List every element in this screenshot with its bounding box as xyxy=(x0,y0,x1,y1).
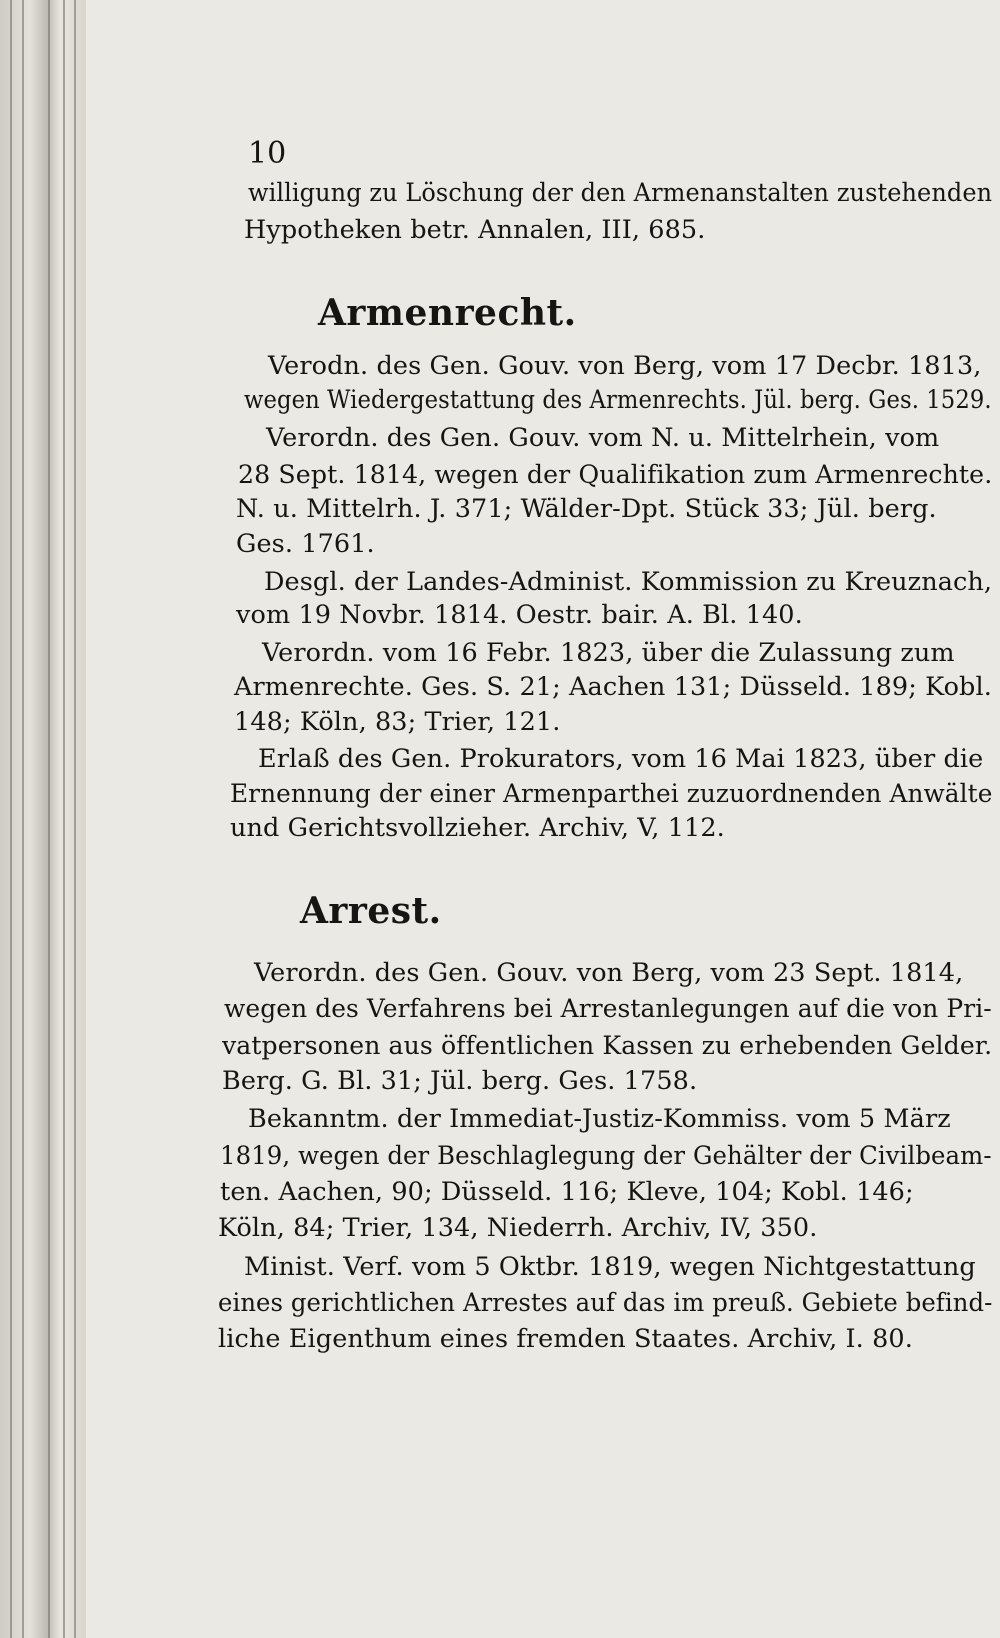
text-line: Verodn. des Gen. Gouv. von Berg, vom 17 Decbr. 1813, xyxy=(268,351,982,381)
book-gutter xyxy=(0,0,86,1638)
page-number: 10 xyxy=(248,136,287,171)
text-line: und Gerichtsvollzieher. Archiv, V, 112. xyxy=(230,813,725,843)
text-line: N. u. Mittelrh. J. 371; Wälder-Dpt. Stück 33; Jül. berg. xyxy=(236,494,937,524)
text-line: wegen des Verfahrens bei Arrestanlegungen auf die von Pri- xyxy=(224,994,992,1024)
section-heading: Armenrecht. xyxy=(318,292,577,334)
text-line: Verordn. vom 16 Febr. 1823, über die Zulassung zum xyxy=(262,638,955,668)
text-line: 148; Köln, 83; Trier, 121. xyxy=(234,707,561,737)
text-line: 1819, wegen der Beschlaglegung der Gehälter der Civilbeam- xyxy=(220,1141,992,1171)
text-line: Köln, 84; Trier, 134, Niederrh. Archiv, IV, 350. xyxy=(218,1213,818,1243)
text-line: Berg. G. Bl. 31; Jül. berg. Ges. 1758. xyxy=(222,1066,698,1096)
text-line: ten. Aachen, 90; Düsseld. 116; Kleve, 104; Kobl. 146; xyxy=(220,1177,914,1207)
text-line: Verordn. des Gen. Gouv. vom N. u. Mittelrhein, vom xyxy=(266,423,940,453)
text-line: Ernennung der einer Armenparthei zuzuordnenden Anwälte xyxy=(230,779,993,809)
text-line: Ges. 1761. xyxy=(236,529,375,559)
text-line: 28 Sept. 1814, wegen der Qualifikation zum Armenrechte. xyxy=(238,460,993,490)
text-line: Armenrechte. Ges. S. 21; Aachen 131; Düsseld. 189; Kobl. xyxy=(234,672,992,702)
text-line: vom 19 Novbr. 1814. Oestr. bair. A. Bl. 140. xyxy=(236,600,803,630)
text-line: Erlaß des Gen. Prokurators, vom 16 Mai 1823, über die xyxy=(258,744,984,774)
text-line: Minist. Verf. vom 5 Oktbr. 1819, wegen Nichtgestattung xyxy=(244,1252,976,1282)
text-line: Bekanntm. der Immediat-Justiz-Kommiss. vom 5 März xyxy=(248,1104,951,1134)
section-heading: Arrest. xyxy=(300,890,442,932)
text-line: willigung zu Löschung der den Armenanstalten zustehenden xyxy=(248,178,993,208)
text-line: wegen Wiedergestattung des Armenrechts. Jül. berg. Ges. 1529. xyxy=(244,385,992,415)
text-line: Verordn. des Gen. Gouv. von Berg, vom 23 Sept. 1814, xyxy=(254,958,964,988)
text-line: eines gerichtlichen Arrestes auf das im preuß. Gebiete befind- xyxy=(218,1288,993,1318)
text-line: vatpersonen aus öffentlichen Kassen zu erhebenden Gelder. xyxy=(222,1031,993,1061)
text-line: liche Eigenthum eines fremden Staates. Archiv, I. 80. xyxy=(218,1324,913,1354)
text-line: Hypotheken betr. Annalen, III, 685. xyxy=(244,215,706,245)
text-line: Desgl. der Landes-Administ. Kommission zu Kreuznach, xyxy=(264,567,993,597)
